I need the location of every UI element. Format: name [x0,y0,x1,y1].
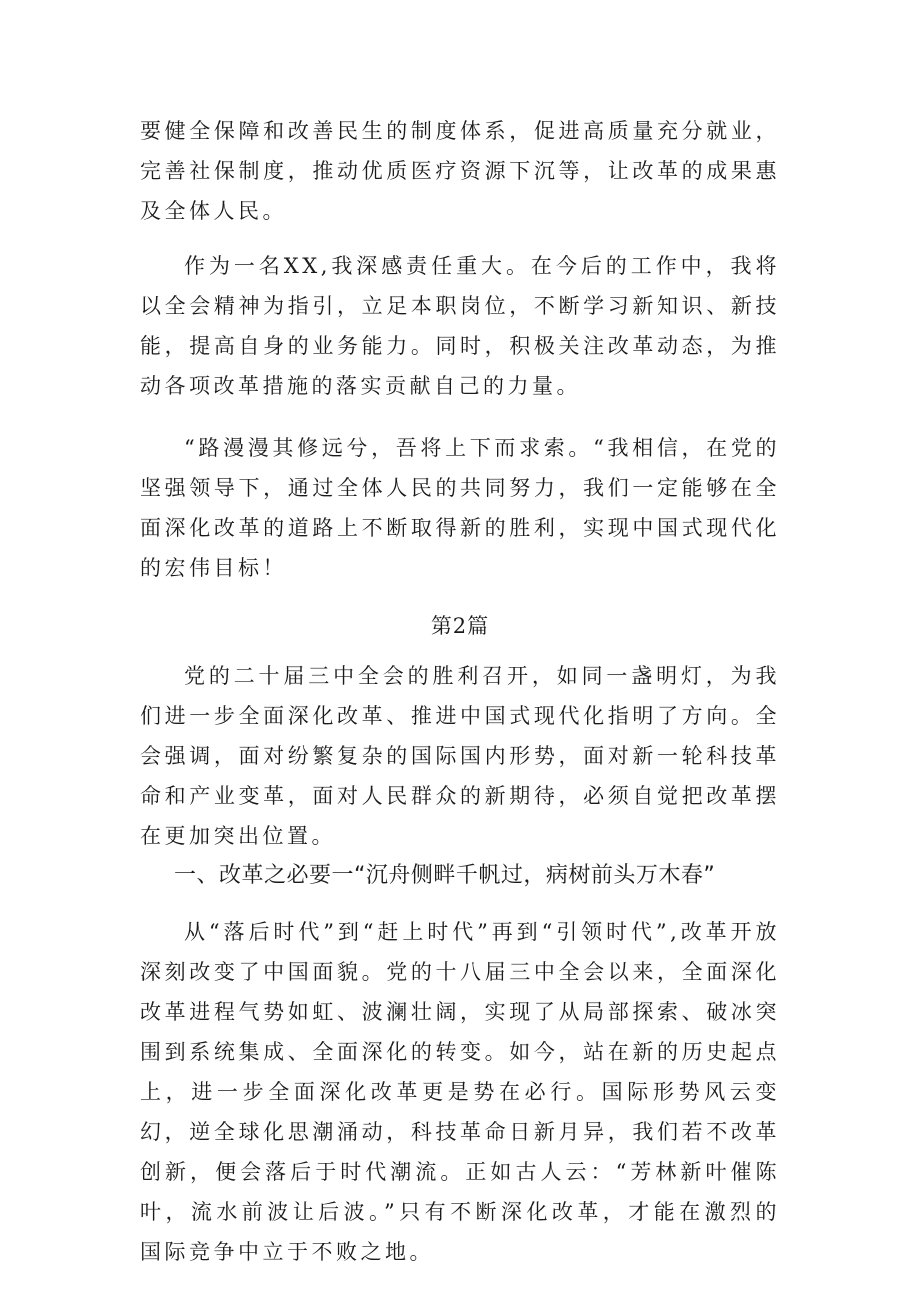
paragraph-commitment: 作为一名XX,我深感责任重大。在今后的工作中，我将以全会精神为指引，立足本职岗位，不断学习新知识、新技能，提高自身的业务能力。同时，积极关注改革动态，为推动各项改革措施的落实贡献自己的力量。 [140,254,780,398]
paragraph-intro: 党的二十届三中全会的胜利召开，如同一盏明灯，为我们进一步全面深化改革、推进中国式现代化指明了方向。全会强调，面对纷繁复杂的国际国内形势，面对新一轮科技革命和产业变革，面对人民群众的新期待，必须自觉把改革摆在更加突出位置。 [140,664,780,848]
paragraph-quote: “路漫漫其修远兮，吾将上下而求索。“我相信，在党的坚强领导下，通过全体人民的共同努力，我们一定能够在全面深化改革的道路上不断取得新的胜利，实现中国式现代化的宏伟目标！ [140,436,780,580]
paragraph-continued: 要健全保障和改善民生的制度体系，促进高质量充分就业，完善社保制度，推动优质医疗资源下沉等，让改革的成果惠及全体人民。 [140,119,780,223]
paragraph-reform-necessity: 从“落后时代”到“赶上时代”再到“引领时代”,改革开放深刻改变了中国面貌。党的十八届三中全会以来，全面深化改革进程气势如虹、波澜壮阔，实现了从局部探索、破冰突围到系统集成、全面深化的转变。如今，站在新的历史起点上，进一步全面深化改革更是势在必行。国际形势风云变幻，逆全球化思潮涌动，科技革命日新月异，我们若不改革创新，便会落后于时代潮流。正如古人云：“芳林新叶催陈叶，流水前波让后波。”只有不断深化改革，才能在激烈的国际竞争中立于不败之地。 [140,920,780,1264]
heading-reform-necessity: 一、改革之必要一“沉舟侧畔千帆过，病树前头万木春” [174,863,716,888]
section-title: 第2篇 [430,614,490,638]
